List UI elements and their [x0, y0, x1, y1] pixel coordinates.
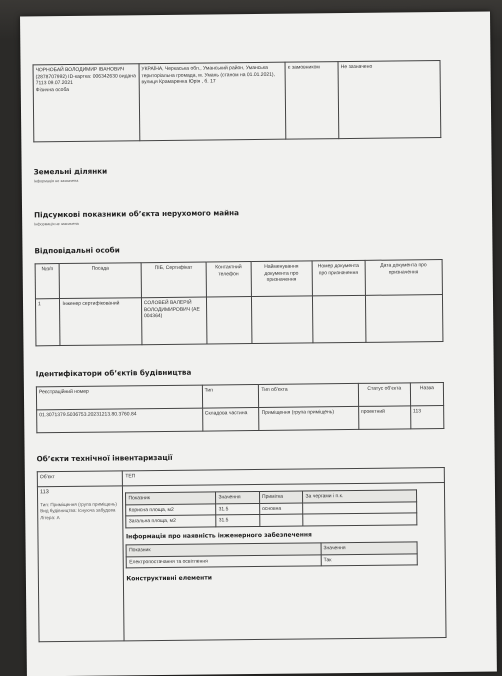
- table-cell: основна: [260, 503, 304, 515]
- table-cell: 31.5: [216, 514, 260, 526]
- responsible-table: [35, 259, 444, 346]
- table-header-row: [35, 260, 442, 299]
- header-cell: Значення: [216, 491, 260, 503]
- table-row: [35, 295, 442, 346]
- section-title: Ідентифікатори об’єктів будівництва: [35, 367, 192, 379]
- section-title: Земельні ділянки: [33, 166, 108, 177]
- identifiers-section: [36, 365, 445, 433]
- table-row: [37, 483, 446, 642]
- document-page: [20, 12, 497, 676]
- tep-table: [125, 489, 417, 528]
- header-cell: Статус об’єкта: [358, 383, 410, 407]
- header-cell: Об’єкт: [37, 471, 123, 487]
- object-details: Тип: Приміщення (група приміщень) Вид будівництва: Існуюча забудова Літера: А: [40, 500, 117, 520]
- tep-cell: [123, 483, 446, 641]
- engineering-title: Інформація про наявність інженерного забезпечення: [125, 530, 312, 540]
- table-cell: [312, 295, 365, 343]
- table-row: [127, 553, 417, 568]
- table-row: [126, 513, 416, 528]
- owner-name: ЧОРНОБАЙ ВОЛОДИМИР ІВАНОВИЧ (2878707992) ID-картка: 006342630 видана 7113 09.07.2021: [35, 66, 136, 87]
- header-cell: Тип об’єкта: [259, 383, 359, 407]
- owner-role: є замовником: [285, 62, 339, 140]
- header-cell: Показник: [127, 543, 322, 557]
- table-cell: [260, 514, 304, 526]
- header-cell: Назва: [410, 383, 443, 406]
- table-cell: Складова частина: [202, 407, 259, 431]
- table-cell: Приміщення (група приміщень): [259, 406, 359, 430]
- owner-type: Фізична особа: [35, 86, 69, 93]
- object-name: 113: [39, 489, 49, 496]
- header-cell: Найменування документа про призначення: [251, 261, 312, 297]
- table-cell: Так: [321, 553, 417, 566]
- table-cell: Інженер сертифікований: [60, 298, 142, 346]
- section-note: Інформація не зазначена: [33, 178, 79, 184]
- section-note: Інформація не зазначена: [34, 221, 79, 227]
- identifiers-table: [36, 382, 444, 433]
- header-cell: Номер документа про призначення: [312, 260, 365, 296]
- engineering-table: [126, 541, 417, 568]
- table-cell: Електропостачання та освітлення: [127, 554, 322, 568]
- owner-table: [33, 60, 442, 142]
- inventory-section: [37, 450, 447, 642]
- header-cell: Тип: [202, 384, 259, 408]
- table-cell: 01.3071379.5036753.20231213.80.3760.84: [37, 408, 203, 433]
- table-cell: [303, 513, 416, 526]
- owner-cell: [33, 64, 140, 142]
- owner-block: [33, 60, 442, 142]
- owner-address: УКРАЇНА, Черкаська обл., Уманський район, Уманська територіальна громада, м. Умань (станом на 01.01.2021), вулиця Крамаренка Юрія , б. 17: [139, 62, 286, 141]
- object-cell: [37, 486, 124, 642]
- header-cell: Дата документа про призначення: [365, 260, 443, 296]
- table-cell: [206, 297, 251, 344]
- constructive-elements-title: Конструктивні елементи: [126, 574, 213, 583]
- table-cell: 31.5: [216, 503, 260, 515]
- table-cell: 113: [410, 406, 443, 429]
- table-row: [33, 61, 441, 142]
- table-cell: 1: [35, 299, 60, 346]
- table-cell: проектний: [358, 406, 410, 430]
- header-cell: Примітка: [259, 491, 303, 503]
- inventory-table: [37, 467, 447, 642]
- table-cell: СОЛОВЕЙ ВАЛЕРІЙ ВОЛОДИМИРОВИЧ (АЕ 004364): [141, 297, 207, 345]
- land-section: [34, 163, 442, 183]
- header-cell: ТЕП: [123, 468, 445, 486]
- section-title: Відповідальні особи: [34, 245, 120, 256]
- table-cell: [251, 296, 313, 344]
- table-row: [37, 406, 444, 433]
- header-cell: Контактний телефон: [206, 262, 251, 297]
- table-cell: Корисна площа, м2: [126, 503, 216, 515]
- header-cell: Показник: [126, 492, 216, 504]
- owner-status: Не зазначено: [338, 61, 441, 139]
- header-cell: За чергами і п.к.: [303, 490, 416, 503]
- header-cell: Посада: [60, 263, 142, 299]
- section-title: Підсумкові показники об’єкта нерухомого майна: [34, 208, 239, 220]
- table-cell: [365, 295, 443, 343]
- header-cell: ПІБ, Сертифікат: [141, 262, 206, 298]
- responsible-section: [34, 242, 443, 346]
- header-cell: Значення: [321, 542, 417, 555]
- summary-section: [34, 206, 442, 226]
- table-cell: Загальна площа, м2: [126, 515, 216, 527]
- header-cell: №з/п: [35, 264, 60, 299]
- section-title: Об’єкти технічної інвентаризації: [36, 452, 173, 464]
- document-content: [33, 60, 441, 583]
- header-cell: Реєстраційний номер: [36, 385, 202, 410]
